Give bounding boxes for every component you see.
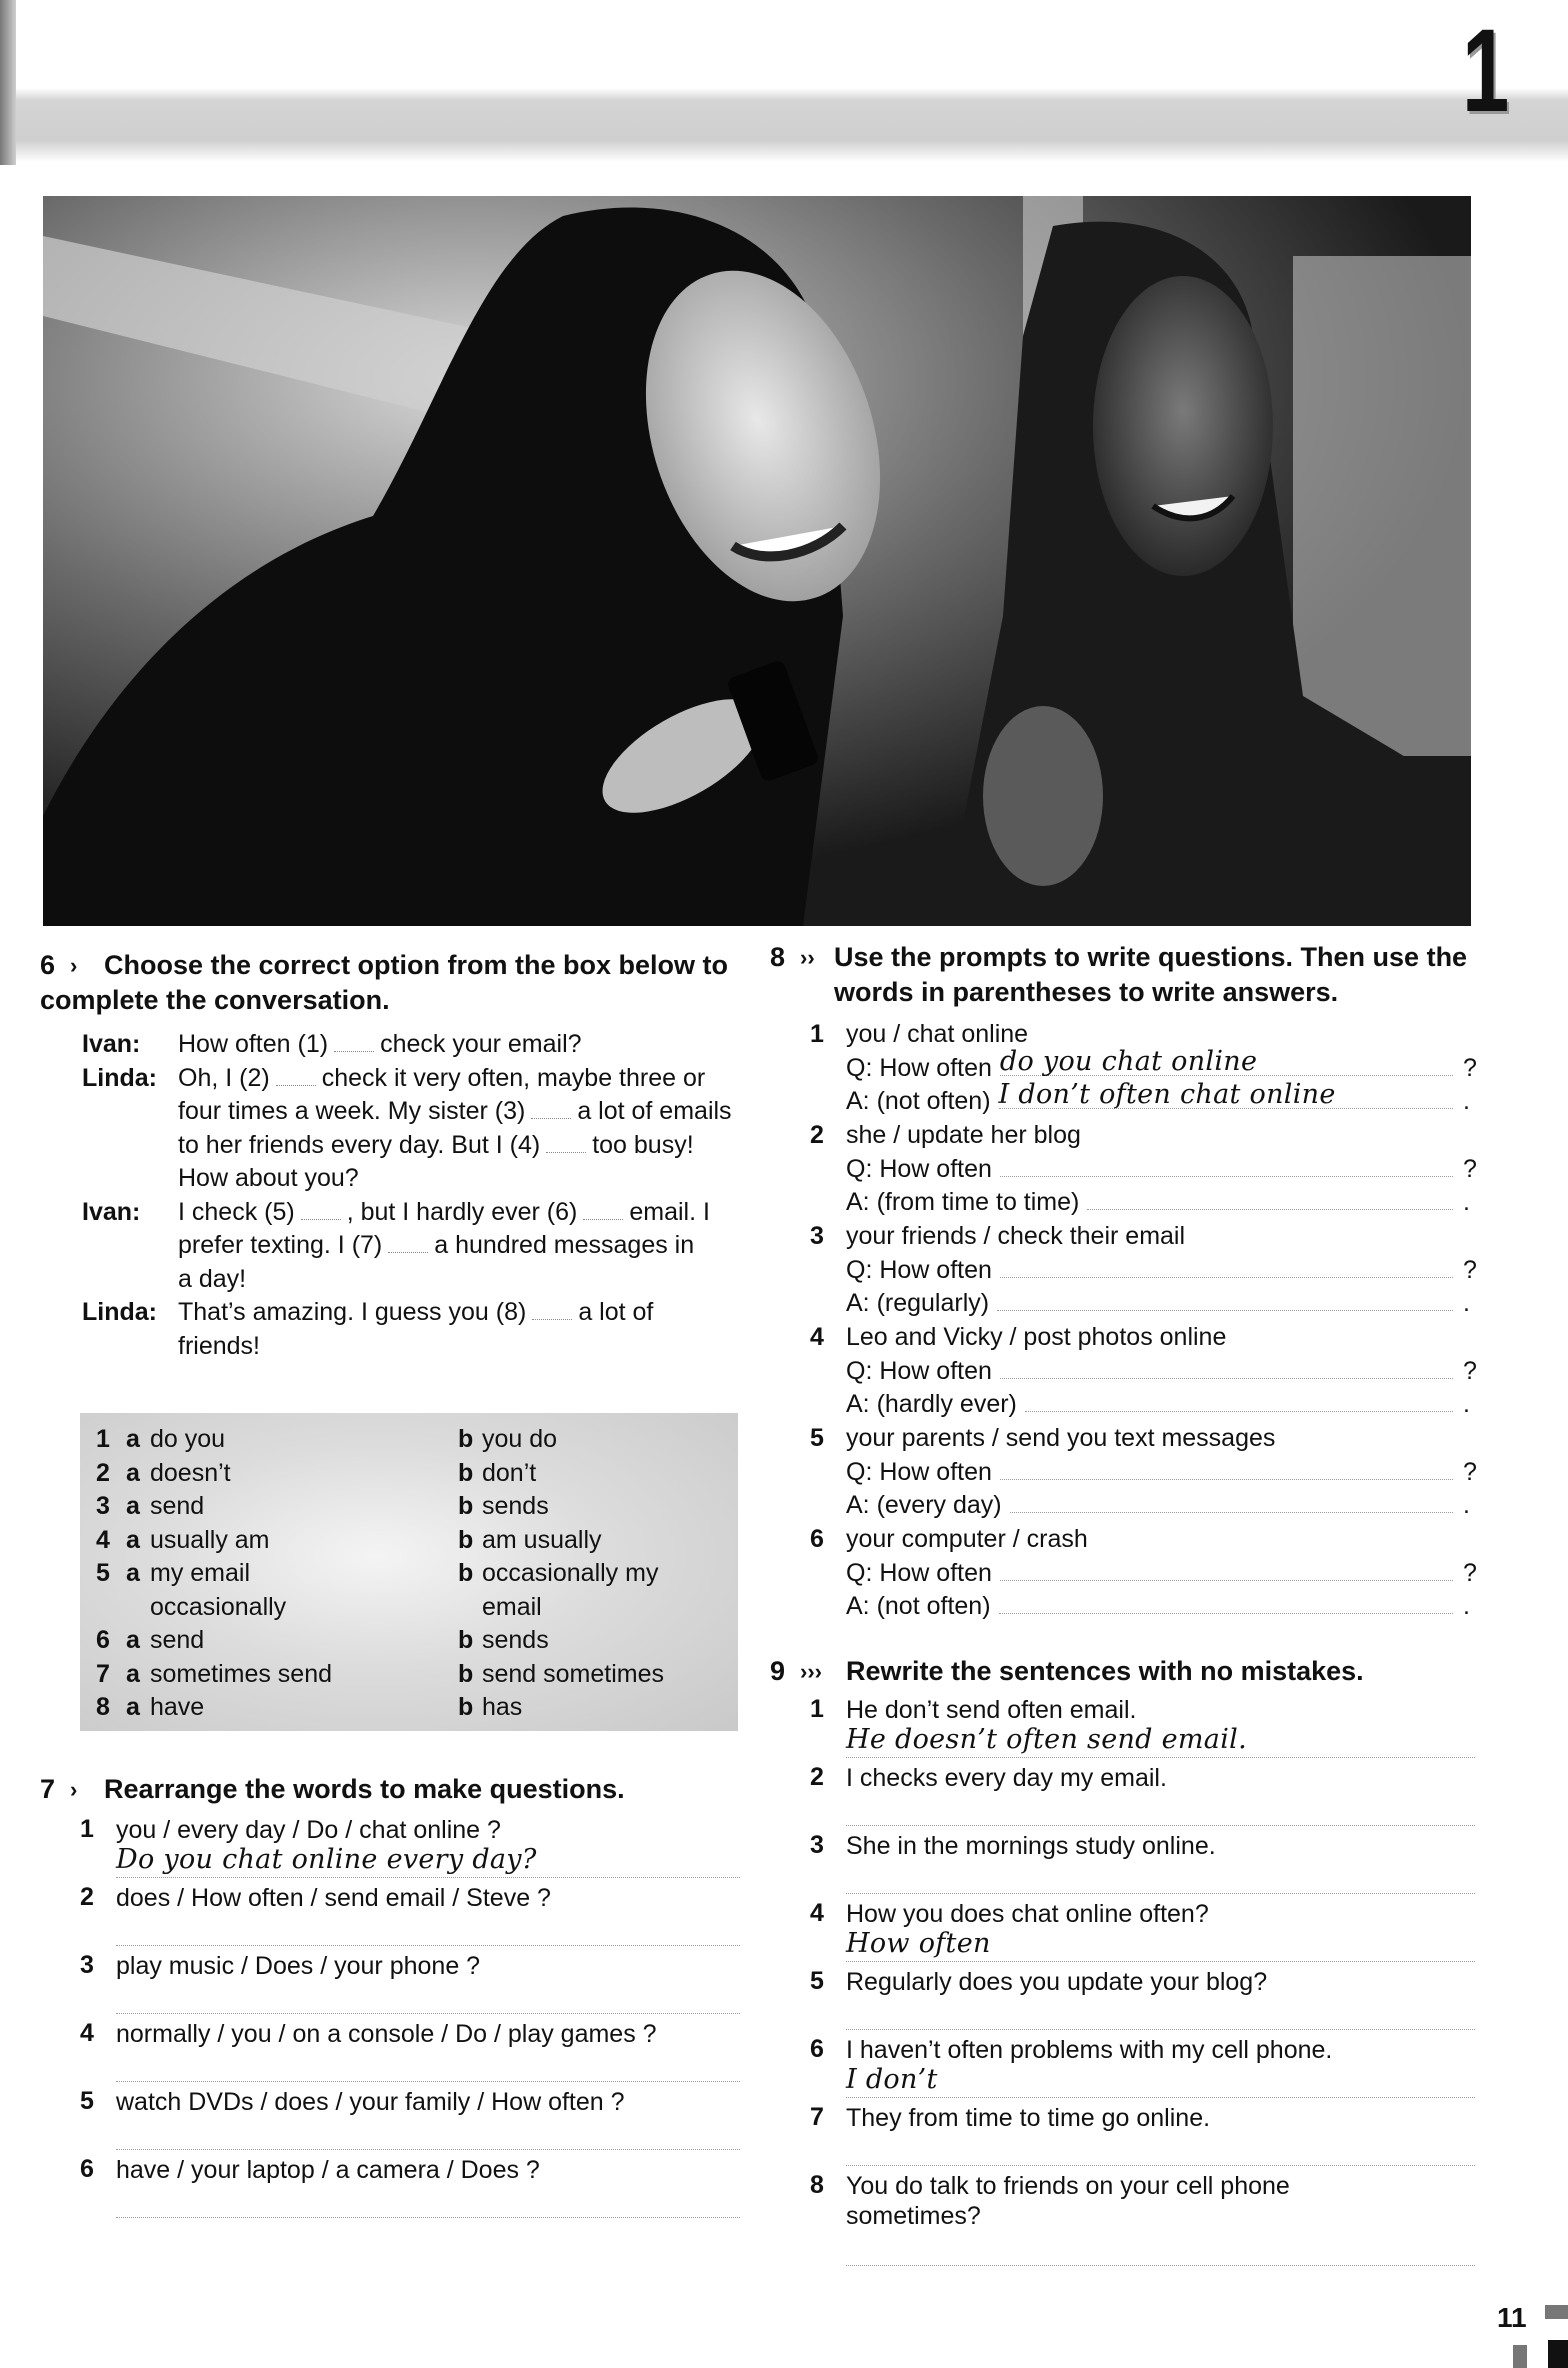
incorrect-sentence: You do talk to friends on your cell phone sometimes? bbox=[846, 2172, 1290, 2230]
option-letter: a bbox=[126, 1693, 140, 1721]
item-body bbox=[846, 1967, 1475, 2035]
option-text: has bbox=[482, 1693, 523, 1721]
question-label: Q: How often bbox=[846, 1357, 992, 1385]
blank-4-input[interactable] bbox=[546, 1130, 586, 1153]
option-text: sends bbox=[482, 1626, 549, 1654]
list-item bbox=[80, 1815, 740, 1883]
answer-input[interactable] bbox=[1010, 1488, 1453, 1513]
item-number: 1 bbox=[810, 1020, 824, 1048]
option-text: send bbox=[150, 1492, 205, 1520]
item-number: 4 bbox=[80, 2019, 94, 2047]
question-row bbox=[846, 1556, 1475, 1589]
list-item bbox=[80, 2155, 740, 2223]
item-body bbox=[116, 1815, 740, 1883]
incorrect-sentence: They from time to time go online. bbox=[846, 2104, 1211, 2132]
list-item bbox=[810, 1321, 1475, 1422]
item-prompt: watch DVDs / does / your family / How often ? bbox=[116, 2088, 625, 2116]
speech-part: too busy! How about you? bbox=[178, 1130, 694, 1192]
exercise-number: 6 bbox=[40, 950, 56, 980]
level-marker-icon: › bbox=[70, 953, 78, 978]
option-letter: a bbox=[126, 1659, 140, 1688]
option-b-7[interactable] bbox=[458, 1658, 728, 1692]
page-tab-marker bbox=[1545, 2305, 1568, 2319]
option-text: don’t bbox=[482, 1458, 537, 1487]
exercise-number: 8 bbox=[770, 942, 786, 972]
option-number: 6 bbox=[96, 1626, 110, 1654]
list-item bbox=[810, 1220, 1475, 1321]
answer-line-input[interactable] bbox=[846, 2133, 1475, 2166]
exercise-9-heading bbox=[770, 1654, 1475, 1689]
question-label: Q: How often bbox=[846, 1155, 992, 1183]
item-body bbox=[116, 2087, 740, 2155]
option-b-5[interactable] bbox=[458, 1557, 728, 1624]
photo-couple-with-phone bbox=[43, 196, 1471, 926]
question-answer-input[interactable] bbox=[999, 1046, 1453, 1077]
exercise-6-heading bbox=[40, 948, 740, 1018]
speech-text bbox=[178, 1196, 740, 1297]
period: . bbox=[1463, 1491, 1470, 1519]
handwritten-answer: I don’t often chat online bbox=[998, 1079, 1336, 1110]
answer-line-input[interactable]: How often bbox=[846, 1929, 1475, 1962]
speech-part: email. I prefer texting. I (7) bbox=[178, 1197, 710, 1259]
option-b-3[interactable] bbox=[458, 1490, 728, 1524]
speech-part: Oh, I (2) bbox=[178, 1063, 270, 1092]
list-item bbox=[810, 2035, 1475, 2103]
option-letter: a bbox=[126, 1559, 140, 1587]
exercise-7-items bbox=[80, 1815, 740, 2223]
incorrect-sentence: I haven’t often problems with my cell phone. bbox=[846, 2036, 1333, 2064]
speech-part: I check (5) bbox=[178, 1197, 295, 1226]
item-prompt: your computer / crash bbox=[846, 1525, 1088, 1553]
speech-part: , but I hardly ever (6) bbox=[346, 1197, 578, 1226]
option-letter: b bbox=[458, 1525, 474, 1554]
item-body bbox=[116, 2155, 740, 2223]
exercise-number: 7 bbox=[40, 1774, 56, 1804]
question-label: Q: How often bbox=[846, 1256, 992, 1284]
option-number: 3 bbox=[96, 1492, 110, 1520]
answer-row bbox=[846, 1387, 1475, 1420]
exercise-8-heading bbox=[770, 940, 1475, 1010]
exercise-6 bbox=[40, 948, 740, 1363]
item-prompt: your friends / check their email bbox=[846, 1222, 1186, 1250]
incorrect-sentence: Regularly does you update your blog? bbox=[846, 1968, 1268, 1996]
question-row bbox=[846, 1455, 1475, 1488]
speech-text bbox=[178, 1028, 740, 1062]
option-b-6[interactable] bbox=[458, 1624, 728, 1658]
option-text: usually am bbox=[150, 1525, 270, 1554]
dialog-line bbox=[82, 1296, 740, 1363]
item-body bbox=[116, 1951, 740, 2019]
item-body bbox=[846, 1523, 1475, 1624]
option-a-8[interactable] bbox=[96, 1691, 446, 1725]
answer-line-input[interactable] bbox=[846, 1861, 1475, 1894]
item-number: 2 bbox=[80, 1883, 94, 1911]
item-number: 5 bbox=[810, 1424, 824, 1452]
list-item bbox=[810, 1831, 1475, 1899]
item-number: 4 bbox=[810, 1323, 824, 1351]
option-letter: b bbox=[458, 1659, 474, 1688]
speech-part: a hundred messages in bbox=[434, 1231, 695, 1259]
item-number: 6 bbox=[810, 1525, 824, 1553]
item-number: 2 bbox=[810, 1121, 824, 1149]
exercise-7-heading bbox=[40, 1772, 740, 1807]
option-letter: b bbox=[458, 1559, 474, 1587]
dialog-line bbox=[82, 1196, 740, 1297]
blank-3-input[interactable] bbox=[531, 1096, 571, 1119]
options-box bbox=[80, 1413, 738, 1731]
option-b-2[interactable] bbox=[458, 1457, 728, 1491]
speaker-label: Ivan: bbox=[82, 1197, 141, 1226]
option-b-4[interactable] bbox=[458, 1524, 728, 1558]
option-letter: b bbox=[458, 1626, 474, 1654]
exercise-number: 9 bbox=[770, 1656, 786, 1686]
list-item bbox=[810, 1422, 1475, 1523]
option-b-8[interactable] bbox=[458, 1691, 728, 1725]
question-answer-input[interactable] bbox=[1000, 1455, 1453, 1480]
item-body bbox=[846, 1763, 1475, 1831]
period: . bbox=[1463, 1390, 1470, 1418]
option-b-1[interactable] bbox=[458, 1423, 728, 1457]
question-label: Q: How often bbox=[846, 1559, 992, 1587]
list-item bbox=[810, 1523, 1475, 1624]
item-body bbox=[846, 1321, 1475, 1422]
answer-label: A: (every day) bbox=[846, 1491, 1002, 1519]
question-row bbox=[846, 1354, 1475, 1387]
dialog-line bbox=[82, 1028, 740, 1062]
answer-line-input[interactable] bbox=[116, 2185, 740, 2218]
item-number: 5 bbox=[810, 1967, 824, 1995]
page-tab-marker bbox=[1513, 2345, 1527, 2368]
item-body bbox=[116, 1883, 740, 1951]
answer-line-input[interactable] bbox=[116, 2117, 740, 2150]
exercise-9 bbox=[770, 1654, 1475, 2271]
page-number: 11 bbox=[1497, 2302, 1527, 2333]
item-body bbox=[846, 1018, 1475, 1119]
list-item bbox=[810, 1695, 1475, 1763]
list-item bbox=[810, 1018, 1475, 1119]
item-number: 3 bbox=[810, 1831, 824, 1859]
answer-row bbox=[846, 1286, 1475, 1319]
exercise-title: Rearrange the words to make questions. bbox=[104, 1774, 625, 1804]
speech-text bbox=[178, 1296, 740, 1363]
incorrect-sentence: How you does chat online often? bbox=[846, 1900, 1209, 1928]
header-band bbox=[0, 0, 1568, 165]
item-body bbox=[846, 2035, 1475, 2103]
answer-input[interactable] bbox=[999, 1589, 1453, 1614]
item-prompt: she / update her blog bbox=[846, 1121, 1081, 1149]
item-prompt: does / How often / send email / Steve ? bbox=[116, 1884, 551, 1912]
answer-input[interactable] bbox=[1087, 1185, 1453, 1210]
option-text: my email occasionally bbox=[150, 1559, 287, 1621]
exercise-7 bbox=[40, 1772, 740, 2223]
item-number: 5 bbox=[80, 2087, 94, 2115]
option-number: 5 bbox=[96, 1559, 110, 1587]
dialog-line bbox=[82, 1062, 740, 1196]
option-a-5[interactable] bbox=[96, 1557, 446, 1624]
photo-illustration bbox=[43, 196, 1471, 926]
item-prompt: Leo and Vicky / post photos online bbox=[846, 1323, 1227, 1351]
answer-line-input[interactable] bbox=[846, 2231, 1475, 2266]
item-prompt: play music / Does / your phone ? bbox=[116, 1952, 481, 1980]
answer-row bbox=[846, 1079, 1475, 1117]
option-a-4[interactable] bbox=[96, 1524, 446, 1558]
option-text: am usually bbox=[482, 1525, 602, 1554]
item-prompt: your parents / send you text messages bbox=[846, 1424, 1276, 1452]
conversation bbox=[82, 1028, 740, 1363]
speech-part: a lot of friends! bbox=[178, 1298, 654, 1360]
exercise-8 bbox=[770, 940, 1475, 1624]
question-label: Q: How often bbox=[846, 1458, 992, 1486]
option-letter: b bbox=[458, 1458, 474, 1487]
option-a-2[interactable] bbox=[96, 1457, 446, 1491]
unit-number: 1 bbox=[1462, 5, 1510, 137]
level-marker-icon: ››› bbox=[800, 1659, 822, 1684]
option-letter: b bbox=[458, 1693, 474, 1721]
option-letter: b bbox=[458, 1492, 474, 1520]
speech-part: That’s amazing. I guess you (8) bbox=[178, 1298, 527, 1326]
item-body bbox=[116, 2019, 740, 2087]
level-marker-icon: › bbox=[70, 1777, 78, 1802]
item-number: 7 bbox=[810, 2103, 824, 2131]
options-column-a bbox=[96, 1423, 446, 1725]
speech-part: check it very often, maybe three or four times a week. My sister (3) bbox=[178, 1063, 706, 1125]
answer-label: A: (regularly) bbox=[846, 1289, 990, 1317]
item-number: 8 bbox=[810, 2171, 824, 2199]
answer-label: A: (from time to time) bbox=[846, 1188, 1080, 1216]
item-prompt: you / chat online bbox=[846, 1020, 1029, 1048]
option-text: doesn’t bbox=[150, 1458, 231, 1487]
list-item bbox=[80, 2019, 740, 2087]
option-letter: a bbox=[126, 1458, 140, 1487]
speech-part: a day! bbox=[178, 1264, 247, 1293]
period: . bbox=[1463, 1289, 1470, 1317]
answer-line-input[interactable] bbox=[846, 1997, 1475, 2030]
option-letter: a bbox=[126, 1626, 140, 1654]
question-mark: ? bbox=[1463, 1458, 1477, 1486]
option-a-7[interactable] bbox=[96, 1658, 446, 1692]
exercise-title: Choose the correct option from the box below to complete the conversation. bbox=[40, 950, 729, 1015]
list-item bbox=[80, 2087, 740, 2155]
item-number: 2 bbox=[810, 1763, 824, 1791]
answer-label: A: (not often) bbox=[846, 1592, 991, 1620]
speaker-label: Linda: bbox=[82, 1298, 157, 1326]
question-mark: ? bbox=[1463, 1155, 1477, 1183]
list-item bbox=[810, 2171, 1475, 2271]
item-number: 4 bbox=[810, 1899, 824, 1927]
incorrect-sentence: I checks every day my email. bbox=[846, 1764, 1167, 1792]
option-letter: a bbox=[126, 1492, 140, 1520]
item-prompt: you / every day / Do / chat online ? bbox=[116, 1816, 501, 1844]
exercise-8-items bbox=[810, 1018, 1475, 1624]
answer-label: A: (not often) bbox=[846, 1087, 991, 1115]
question-row bbox=[846, 1152, 1475, 1185]
answer-line-input[interactable] bbox=[116, 1913, 740, 1946]
list-item bbox=[810, 1119, 1475, 1220]
item-number: 3 bbox=[80, 1951, 94, 1979]
item-body bbox=[846, 1831, 1475, 1899]
question-answer-input[interactable] bbox=[1000, 1556, 1453, 1581]
item-number: 1 bbox=[80, 1815, 94, 1843]
list-item bbox=[80, 1883, 740, 1951]
list-item bbox=[810, 1763, 1475, 1831]
option-a-3[interactable] bbox=[96, 1490, 446, 1524]
option-text: send sometimes bbox=[482, 1659, 665, 1688]
option-number: 7 bbox=[96, 1659, 110, 1688]
list-item bbox=[810, 2103, 1475, 2171]
option-letter: b bbox=[458, 1425, 474, 1453]
item-body bbox=[846, 2103, 1475, 2171]
speaker-label: Linda: bbox=[82, 1063, 157, 1092]
item-prompt: normally / you / on a console / Do / play games ? bbox=[116, 2020, 657, 2048]
item-number: 6 bbox=[80, 2155, 94, 2183]
speech-part: a lot of emails to her friends every day. But I (4) bbox=[178, 1097, 732, 1159]
option-text: sometimes send bbox=[150, 1659, 333, 1688]
handwritten-answer: do you chat online bbox=[999, 1046, 1258, 1077]
period: . bbox=[1463, 1592, 1470, 1620]
option-text: you do bbox=[482, 1425, 558, 1453]
list-item bbox=[810, 1899, 1475, 1967]
level-marker-icon: ›› bbox=[800, 945, 815, 970]
answer-line-input[interactable]: Do you chat online every day? bbox=[116, 1845, 740, 1878]
question-mark: ? bbox=[1463, 1054, 1477, 1082]
exercise-9-items bbox=[810, 1695, 1475, 2271]
question-answer-input[interactable] bbox=[1000, 1152, 1453, 1177]
question-mark: ? bbox=[1463, 1357, 1477, 1385]
answer-input[interactable] bbox=[997, 1286, 1453, 1311]
answer-input[interactable] bbox=[1025, 1387, 1453, 1412]
item-body bbox=[846, 1899, 1475, 1967]
option-a-6[interactable] bbox=[96, 1624, 446, 1658]
question-answer-input[interactable] bbox=[1000, 1253, 1453, 1278]
answer-line-input[interactable] bbox=[116, 1981, 740, 2014]
options-column-b bbox=[458, 1423, 728, 1725]
option-text: have bbox=[150, 1693, 205, 1721]
period: . bbox=[1463, 1087, 1470, 1115]
answer-row bbox=[846, 1488, 1475, 1521]
question-row bbox=[846, 1253, 1475, 1286]
option-text: send bbox=[150, 1626, 205, 1654]
speaker-label: Ivan: bbox=[82, 1030, 141, 1058]
item-prompt: have / your laptop / a camera / Does ? bbox=[116, 2156, 540, 2184]
answer-line-input[interactable]: He doesn’t often send email. bbox=[846, 1725, 1475, 1758]
page-edge-shadow bbox=[0, 0, 16, 165]
question-mark: ? bbox=[1463, 1559, 1477, 1587]
blank-6-input[interactable] bbox=[583, 1197, 623, 1220]
option-number: 4 bbox=[96, 1525, 110, 1554]
speech-part: check your email? bbox=[380, 1030, 582, 1058]
answer-row bbox=[846, 1185, 1475, 1218]
speech-text bbox=[178, 1062, 740, 1196]
option-number: 2 bbox=[96, 1458, 110, 1487]
question-mark: ? bbox=[1463, 1256, 1477, 1284]
answer-line-input[interactable] bbox=[116, 2049, 740, 2082]
item-body bbox=[846, 1119, 1475, 1220]
list-item bbox=[80, 1951, 740, 2019]
question-answer-input[interactable] bbox=[1000, 1354, 1453, 1379]
speech-part: How often (1) bbox=[178, 1030, 329, 1058]
item-body bbox=[846, 1220, 1475, 1321]
item-number: 1 bbox=[810, 1695, 824, 1723]
answer-line-input[interactable]: I don’t bbox=[846, 2065, 1475, 2098]
blank-5-input[interactable] bbox=[301, 1197, 341, 1220]
option-text: do you bbox=[150, 1425, 226, 1453]
question-label: Q: How often bbox=[846, 1054, 992, 1082]
option-text: sends bbox=[482, 1492, 549, 1520]
answer-line-input[interactable] bbox=[846, 1793, 1475, 1826]
item-body bbox=[846, 1695, 1475, 1763]
option-number: 1 bbox=[96, 1425, 110, 1453]
answer-label: A: (hardly ever) bbox=[846, 1390, 1017, 1418]
option-letter: a bbox=[126, 1525, 140, 1554]
period: . bbox=[1463, 1188, 1470, 1216]
blank-1-input[interactable] bbox=[334, 1029, 374, 1052]
answer-input[interactable] bbox=[998, 1079, 1453, 1110]
answer-row bbox=[846, 1589, 1475, 1622]
option-number: 8 bbox=[96, 1693, 110, 1721]
list-item bbox=[810, 1967, 1475, 2035]
option-text: occasionally my email bbox=[482, 1559, 659, 1621]
exercise-title: Rewrite the sentences with no mistakes. bbox=[846, 1656, 1364, 1686]
option-letter: a bbox=[126, 1425, 140, 1453]
page-tab-marker bbox=[1548, 2340, 1568, 2368]
exercise-title: Use the prompts to write questions. Then use the words in parentheses to write answers. bbox=[834, 942, 1468, 1007]
blank-2-input[interactable] bbox=[276, 1063, 316, 1086]
item-number: 6 bbox=[810, 2035, 824, 2063]
option-a-1[interactable] bbox=[96, 1423, 446, 1457]
incorrect-sentence: She in the mornings study online. bbox=[846, 1832, 1216, 1860]
blank-8-input[interactable] bbox=[532, 1297, 572, 1320]
item-number: 3 bbox=[810, 1222, 824, 1250]
incorrect-sentence: He don’t send often email. bbox=[846, 1696, 1137, 1724]
item-body bbox=[846, 1422, 1475, 1523]
blank-7-input[interactable] bbox=[388, 1230, 428, 1253]
item-body bbox=[846, 2171, 1475, 2271]
